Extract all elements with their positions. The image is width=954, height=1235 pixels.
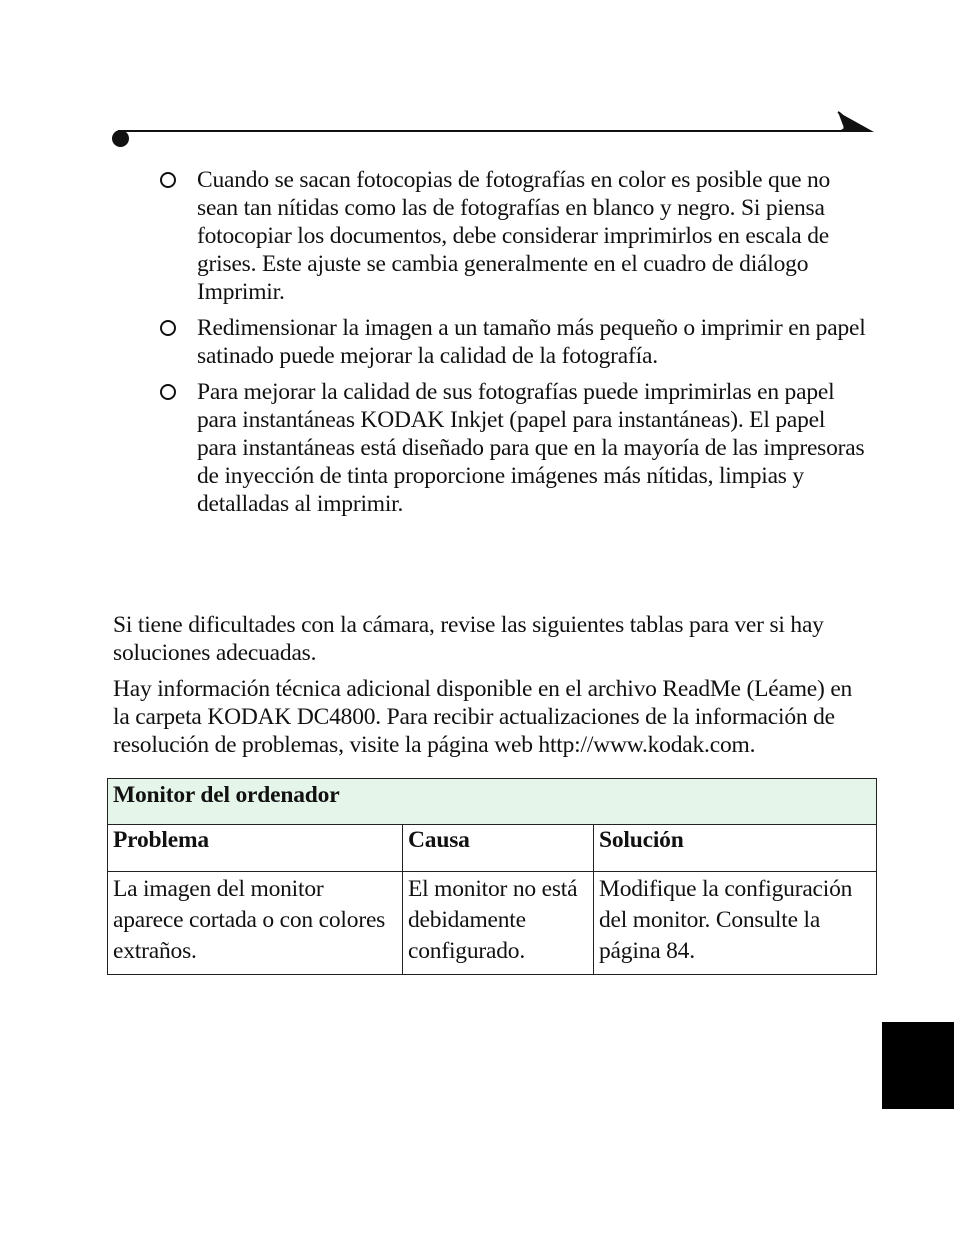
troubleshooting-table (107, 778, 877, 975)
list-item (158, 166, 870, 306)
cell-solucion: Modifique la configuración del monitor. Consulte la página 84. (594, 872, 877, 975)
cell-causa: El monitor no está debidamente configurado. (403, 872, 594, 975)
header-causa: Causa (403, 825, 594, 872)
bullet-circle-icon (160, 320, 176, 336)
list-item (158, 378, 870, 518)
bullet-circle-icon (160, 172, 176, 188)
list-item-text: Para mejorar la calidad de sus fotografías puede imprimirlas en papel para instantáneas KODAK Inkjet (papel para instantáneas). El papel para instantáneas está diseñado para que en la mayoría de las impresoras de inyección de tinta proporcione imágenes más nítidas, limpias y detalladas al imprimir. (197, 379, 865, 517)
tips-list (158, 166, 870, 526)
list-item (158, 314, 870, 370)
header-rule (118, 130, 842, 132)
intro-paragraph: Si tiene dificultades con la cámara, revise las siguientes tablas para ver si hay soluciones adecuadas. (113, 612, 824, 666)
table-title-row (108, 779, 877, 825)
info-paragraph: Hay información técnica adicional disponible en el archivo ReadMe (Léame) en la carpeta KODAK DC4800. Para recibir actualizaciones de la información de resolución de problemas, visite la página web http://www.kodak.com. (113, 676, 853, 758)
chapter-tab (882, 1022, 954, 1109)
header-rule-dot (112, 130, 129, 147)
bullet-circle-icon (160, 384, 176, 400)
table-row (108, 872, 877, 975)
list-item-text: Cuando se sacan fotocopias de fotografías en color es posible que no sean tan nítidas como las de fotografías en blanco y negro. Si piensa fotocopiar los documentos, debe considerar imprimirlos en escala de grises. Este ajuste se cambia generalmente en el cuadro de diálogo Imprimir. (197, 167, 831, 305)
header-arrow-icon (836, 110, 876, 136)
table-header-row (108, 825, 877, 872)
table-title: Monitor del ordenador (108, 779, 877, 825)
cell-problema: La imagen del monitor aparece cortada o con colores extraños. (108, 872, 403, 975)
list-item-text: Redimensionar la imagen a un tamaño más pequeño o imprimir en papel satinado puede mejorar la calidad de la fotografía. (197, 315, 866, 369)
header-solucion: Solución (594, 825, 877, 872)
header-problema: Problema (108, 825, 403, 872)
